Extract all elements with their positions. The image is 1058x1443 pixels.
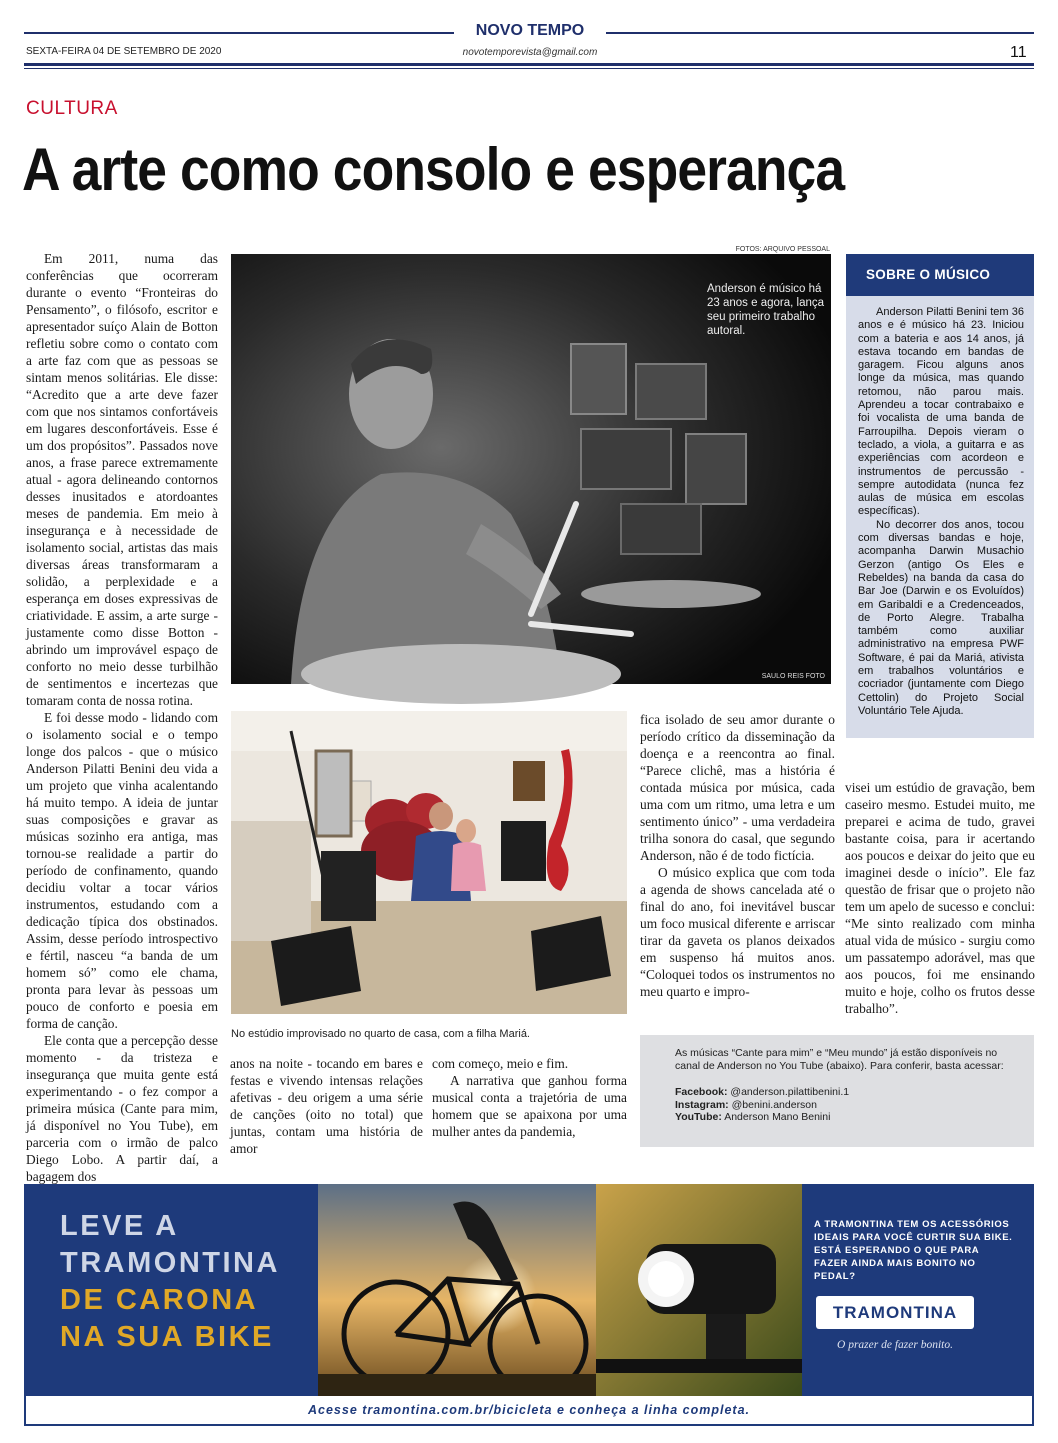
sidebar-paragraph: No decorrer dos anos, tocou com diversas bandas e hoje, acompanha Darwin Musachio Gerzon (antigo Os Eles e Rebeldes) na banda da casa do Bar Joe (Darwin e os Evoluídos) em Garibaldi e a Credenceados, de Porto Alegre. Trabalha também como auxiliar administrativo na empresa PWF Software, é pai da Mariá, ativista em trabalhos voluntários e cocriador (juntamente com Diego Cettolin) do Projeto Social Voluntário Tele Ajuda. [858, 518, 1024, 717]
photo-credit: FOTOS: ARQUIVO PESSOAL [735, 246, 830, 253]
drummer-photo [231, 254, 831, 684]
photo-caption-overlay: Anderson é músico há 23 anos e agora, lança seu primeiro trabalho autoral. [707, 283, 825, 337]
article-paragraph: E foi desse modo - lidando com o isolamento social e o tempo longe dos palcos - que o músico Anderson Pilatti Benini deu vida a um projeto que vinha acalentando há muito tempo. A ideia de juntar suas composições e gravar as músicas sozinho era antiga, mas tornou-se realidade a partir do período de confinamento, quando decidiu voltar a tocar vários instrumentos, estudando com a dedicação típica dos obstinados. Assim, desse período introspectivo e fértil, nasceu “a banda de um homem só” como ele chama, pronta para levar às pessoas um pouco de conforto e poesia em forma de canção. [26, 710, 218, 1031]
ad-tagline: O prazer de fazer bonito. [837, 1339, 953, 1351]
article-paragraph: Em 2011, numa das conferências que ocorreram durante o evento “Fronteiras do Pensamento”, o filósofo, escritor e apresentador suíço Alain de Botton refletiu sobre como o contato com a arte faz com que as pessoas se sintam menos solitárias. Ele disse: “Acredito que a arte deve fazer com que nos sintamos confortáveis em lugares desconfortáveis. Esse é um dos propósitos”. Passados nove anos, a frase parece extremamente atual - agora delineando contornos desses inusitados e atordoantes meses de pandemia. Em meio à insegurança e à necessidade de isolamento social, artistas das mais diversas áreas transformaram a solidão, a perplexidade e a esperança em doses expressivas de criatividade. E assim, a arte surge - justamente como disse Botton - abrindo um improvável espaço de conforto no meio desse turbilhão de sentimentos e incertezas que tomaram conta de nossa rotina. [26, 251, 218, 708]
ad-headline-line: LEVE A [60, 1210, 179, 1242]
youtube-link[interactable] [675, 1111, 1014, 1124]
about-musician-sidebar [846, 254, 1034, 738]
sidebar-body [846, 296, 1034, 718]
article-column-2 [230, 1055, 423, 1157]
article-paragraph: Ele conta que a percepção desse momento - da tristeza e insegurança que muita gente está experimentando - o fez compor a primeira música (Cante para mim, já disponível no You Tube), em parceria com o irmão de palco Diego Lobo. A partir daí, a bagagem dos [26, 1033, 218, 1184]
ad-copy: A TRAMONTINA TEM OS ACESSÓRIOS IDEAIS PARA VOCÊ CURTIR SUA BIKE. ESTÁ ESPERANDO O QUE PARA FAZER AINDA MAIS BONITO NO PEDAL? [814, 1219, 1013, 1282]
youtube-channel: Anderson Mano Benini [721, 1111, 831, 1123]
ad-headline-line: DE CARONA [60, 1284, 259, 1316]
home-studio-photo [231, 711, 627, 1014]
instagram-label: Instagram: [675, 1098, 729, 1111]
photo-caption: No estúdio improvisado no quarto de casa, com a filha Mariá. [231, 1028, 530, 1040]
article-paragraph: anos na noite - tocando em bares e festas e vivendo intensas relações afetivas - deu origem a uma série de canções (oito no total) que juntas, contam uma história de amor [230, 1056, 423, 1156]
tramontina-advertisement[interactable] [24, 1184, 1034, 1396]
social-links-box [640, 1035, 1034, 1147]
masthead-divider-thin [24, 68, 1034, 69]
article-column-4 [640, 711, 835, 1000]
photographer-signature: SAULO REIS FOTO [761, 673, 825, 680]
masthead-title: NOVO TEMPO [475, 22, 585, 39]
tramontina-logo: TRAMONTINA [816, 1296, 974, 1329]
instagram-link[interactable] [675, 1099, 1014, 1112]
sidebar-paragraph: Anderson Pilatti Benini tem 36 anos e é músico há 23. Iniciou com a bateria e aos 14 anos, já estava tocando em bandas de garagem. Ficou alguns anos longe da música, mas quando retomou, não parou mais. Aprendeu a tocar contrabaixo e foi vocalista de uma banda de Farroupilha. Depois vieram o teclado, a viola, a guitarra e as experiências com acordeon e instrumentos de percussão - sempre autodidata (nunca fez aulas de música em escolas específicas). [858, 306, 1024, 518]
ad-headline [60, 1208, 280, 1356]
masthead-rule-left [24, 32, 454, 34]
ad-headline-line: NA SUA BIKE [60, 1321, 274, 1353]
infobox-intro: As músicas “Cante para mim” e “Meu mundo” já estão disponíveis no canal de Anderson no You Tube (abaixo). Para conferir, basta acessar: [675, 1047, 1004, 1072]
page-number: 11 [1010, 44, 1027, 61]
instagram-handle: @benini.anderson [728, 1098, 817, 1111]
article-paragraph: fica isolado de seu amor durante o período crítico da disseminação da doença e a reencontra ao final. “Parece clichê, mas a história é contada música por música, cada uma com um ritmo, uma letra e um sentimento único” - uma verdadeira trilha sonora do casal, que segundo Anderson, não é de todo fictícia. [640, 712, 835, 863]
article-paragraph: com começo, meio e fim. [432, 1056, 569, 1071]
facebook-handle: @anderson.pilattibenini.1 [727, 1086, 850, 1098]
masthead-date: SEXTA-FEIRA 04 DE SETEMBRO DE 2020 [26, 46, 222, 57]
article-paragraph: visei um estúdio de gravação, bem caseiro mesmo. Estudei muito, me preparei e acima de tudo, gravei bastante coisa, para ir acertando aos poucos e deixar do jeito que eu imaginei desde o início”. Ele faz questão de frisar que o projeto não tem um apelo de sucesso e conclui: “Me sinto realizado com minha atual vida de músico - surgiu como um passatempo adorável, mas que aos poucos, foi me ensinando muito e hoje, colho os frutos desse trabalho”. [845, 780, 1035, 1016]
bike-sunset-image [318, 1184, 596, 1396]
social-links [675, 1086, 1014, 1124]
article-column-5 [845, 779, 1035, 1017]
headline: A arte como consolo e esperança [22, 136, 845, 203]
ad-footer-text: Acesse tramontina.com.br/bicicleta e conheça a linha completa. [308, 1403, 750, 1417]
article-column-3 [432, 1055, 627, 1140]
section-label: CULTURA [26, 98, 118, 119]
masthead-rule-right [606, 32, 1034, 34]
masthead-email: novotemporevista@gmail.com [462, 47, 598, 58]
article-paragraph: O músico explica que com toda a agenda de shows cancelada até o final do ano, foi inevitável buscar um foco musical diferente e arriscar tirar da gaveta os planos deixados em suspenso há muitos anos. “Coloquei todos os instrumentos no meu quarto e impro- [640, 865, 835, 999]
sidebar-title: SOBRE O MÚSICO [846, 254, 1034, 296]
facebook-label: Facebook: [675, 1086, 728, 1098]
article-paragraph: A narrativa que ganhou forma musical conta a trajetória de uma homem que se apaixona por uma mulher antes da pandemia, [432, 1073, 627, 1139]
home-studio-illustration [231, 711, 627, 1014]
ad-headline-line: TRAMONTINA [60, 1247, 280, 1279]
article-column-1 [26, 250, 218, 1184]
facebook-link[interactable] [675, 1086, 1014, 1099]
bike-light-image [596, 1184, 802, 1396]
ad-footer-strip[interactable] [24, 1396, 1034, 1426]
youtube-label: YouTube: [675, 1111, 722, 1123]
masthead-divider [24, 63, 1034, 66]
